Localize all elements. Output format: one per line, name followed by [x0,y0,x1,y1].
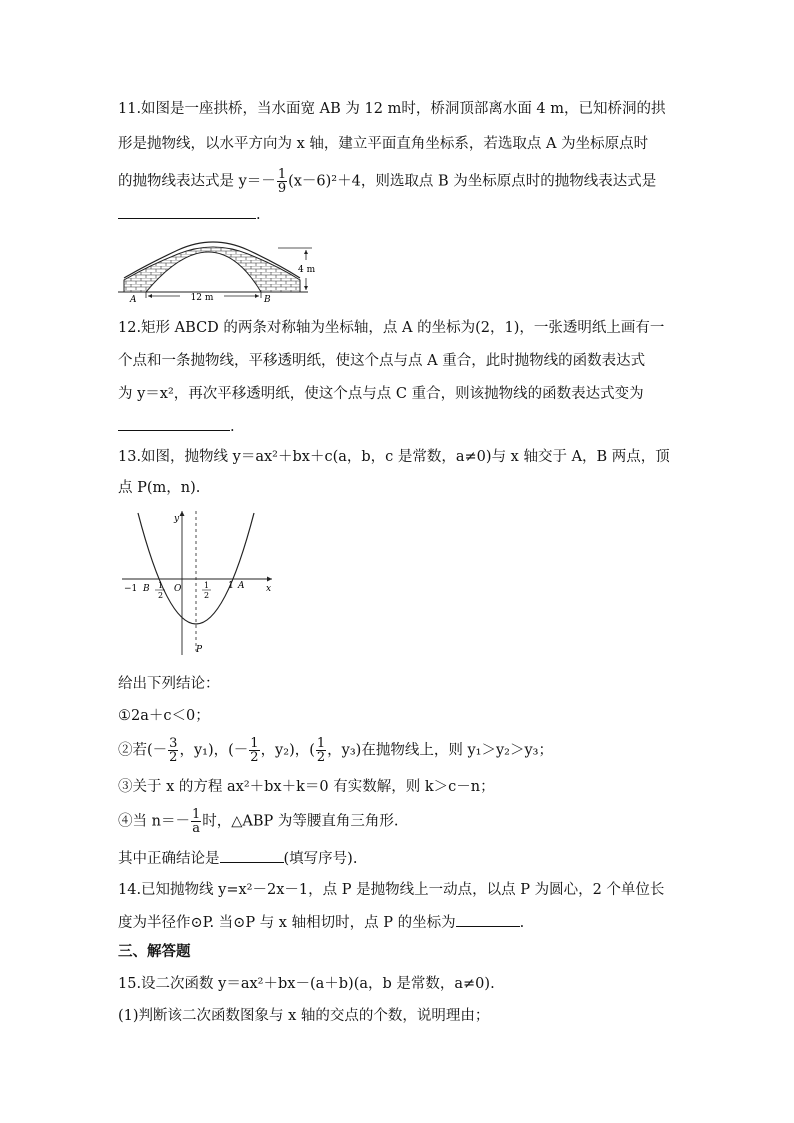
q13-conclusion-2 [118,737,553,764]
bridge-figure [118,230,318,306]
tick-neg-half-den: 2 [158,591,164,600]
q11-answer-line [118,204,261,225]
c2-frac-1-num: 3 [169,736,178,751]
q13-conclusion-1: ①2a＋c＜0； [118,708,210,724]
q11-line-3 [118,168,656,195]
label-b: B [264,295,271,305]
q11-answer-blank [118,204,256,219]
x-label: x [266,584,272,594]
q14-answer-blank [456,912,520,927]
q14-line-1: 14.已知抛物线 y=x²－2x－1，点 P 是抛物线上一动点，以点 P 为圆心，2 个单位长 [118,882,665,898]
c2-part-a: ②若(－ [118,742,168,759]
q12-answer-blank [118,416,230,431]
origin-label: O [174,584,182,594]
span-label: 12 m [190,293,214,303]
c2-frac-2-den: 2 [250,750,259,765]
q14-line-2 [118,912,524,933]
c4-part-b: 时，△ABP 为等腰直角三角形. [202,813,399,830]
q14-text-a: 度为半径作⊙P. 当⊙P 与 x 轴相切时，点 P 的坐标为 [118,915,456,931]
q11-frac-den: 9 [277,181,287,196]
q12-line-1: 12.矩形 ABCD 的两条对称轴为坐标轴，点 A 的坐标为(2，1)，一张透明纸上画有一 [118,320,665,336]
q15-line-1: 15.设二次函数 y＝ax²＋bx－(a＋b)(a，b 是常数，a≠0). [118,976,495,992]
q12-answer-line [118,416,235,437]
c4-frac-num: 1 [191,807,201,822]
q13-line-1: 13.如图，抛物线 y＝ax²＋bx＋c(a，b，c 是常数，a≠0)与 x 轴交于 A，B 两点，顶 [118,449,670,465]
y-label: y [174,514,180,524]
q13-answer-blank [220,848,284,863]
q11-period: . [256,207,261,223]
q12-period: . [230,419,235,435]
c2-frac-3-den: 2 [316,750,326,765]
c4-frac [191,808,201,835]
q12-line-2: 个点和一条抛物线，平移透明纸，使这个点与点 A 重合，此时抛物线的函数表达式 [118,353,646,369]
bridge-body [124,247,300,292]
c4-frac-den: a [192,821,200,836]
parabola-graph [118,505,278,657]
tick-half-num: 1 [204,581,210,590]
q13-lead: 给出下列结论： [118,676,220,692]
c2-frac-1-den: 2 [169,750,178,765]
vertex-label: P [196,645,203,655]
q11-fraction [277,168,287,195]
section-heading: 三、解答题 [118,944,191,960]
q13-answer-text-b: (填写序号). [283,851,358,867]
q11-frac-num: 1 [277,167,287,182]
q14-period: . [519,915,525,931]
c2-frac-2 [249,737,259,764]
point-a-label: A [238,581,245,591]
tick-neg-half-num: 1 [158,581,164,590]
q13-conclusion-4 [118,808,399,835]
tick-half-den: 2 [204,591,210,600]
q11-text-a: 的抛物线表达式是 y＝－ [118,173,276,190]
label-a: A [130,295,137,305]
height-label: 4 m [298,265,316,275]
tick-minus-one: −1 [124,584,138,594]
point-b-label: B [143,584,150,594]
c4-part-a: ④当 n＝－ [118,813,190,830]
q13-answer-line [118,848,357,869]
c2-part-d: ，y₃)在抛物线上，则 y₁＞y₂＞y₃； [327,742,553,759]
c2-frac-3 [316,737,326,764]
c2-frac-3-num: 1 [316,736,326,751]
q13-line-2: 点 P(m，n). [118,480,201,496]
tick-one: 1 [228,581,234,591]
q15-line-2: (1)判断该二次函数图象与 x 轴的交点的个数，说明理由； [118,1008,490,1024]
q11-text-b: (x－6)²＋4，则选取点 B 为坐标原点时的抛物线表达式是 [288,173,657,190]
q11-line-1: 11.如图是一座拱桥，当水面宽 AB 为 12 m时，桥洞顶部离水面 4 m，已知桥洞的拱 [118,101,666,117]
c2-part-c: ，y₂)，( [260,742,315,759]
c2-part-b: ，y₁)，(－ [179,742,249,759]
c2-frac-2-num: 1 [250,736,259,751]
q13-answer-text-a: 其中正确结论是 [118,851,220,867]
q11-line-2: 形是抛物线，以水平方向为 x 轴，建立平面直角坐标系，若选取点 A 为坐标原点时 [118,136,649,152]
c2-frac-1 [168,737,178,764]
q12-line-3: 为 y＝x²，再次平移透明纸，使这个点与点 C 重合，则该抛物线的函数表达式变为 [118,386,644,402]
q13-conclusion-3: ③关于 x 的方程 ax²＋bx＋k＝0 有实数解，则 k＞c－n； [118,779,495,795]
